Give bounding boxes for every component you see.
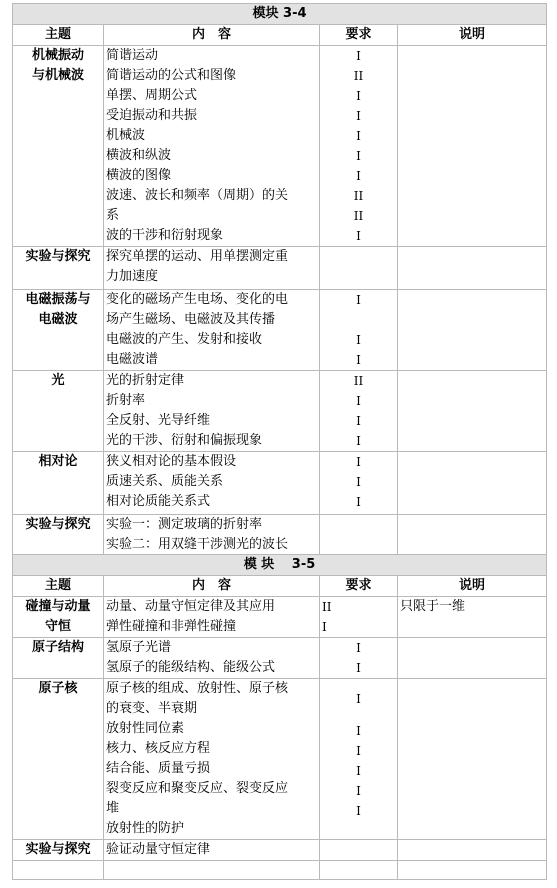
topic-cell bbox=[13, 247, 104, 290]
content-line: 氢原子的能级结构、能级公式 bbox=[106, 660, 276, 675]
empty-cell bbox=[13, 861, 104, 880]
topic-line: 光 bbox=[51, 373, 65, 388]
topic-line: 实验与探究 bbox=[25, 517, 91, 532]
content-line: 波速、波长和频率（周期）的关 bbox=[106, 188, 289, 203]
requirement-level: I bbox=[356, 109, 361, 123]
requirement-level: I bbox=[356, 129, 361, 143]
requirement-level: I bbox=[356, 333, 361, 347]
requirement-level: II bbox=[353, 374, 364, 388]
topic-line: 相对论 bbox=[38, 454, 78, 469]
content-line: 电磁波谱 bbox=[106, 352, 159, 367]
requirement-cell bbox=[320, 638, 398, 679]
content-line: 结合能、质量亏损 bbox=[106, 761, 211, 776]
requirement-cell bbox=[320, 452, 398, 515]
content-line: 光的折射定律 bbox=[106, 373, 185, 388]
content-cell bbox=[104, 515, 320, 556]
content-cell bbox=[104, 638, 320, 679]
requirement-level: I bbox=[356, 475, 361, 489]
topic-cell bbox=[13, 46, 104, 247]
requirement-cell bbox=[320, 371, 398, 452]
content-line: 波的干涉和衍射现象 bbox=[106, 228, 224, 243]
table-row bbox=[13, 247, 547, 290]
content-line: 电磁波的产生、发射和接收 bbox=[106, 332, 263, 347]
note-cell bbox=[398, 452, 547, 515]
topic-line: 与机械波 bbox=[31, 68, 84, 83]
module-3-5-table bbox=[12, 554, 547, 880]
content-line: 堆 bbox=[106, 801, 120, 816]
requirement-cell bbox=[320, 515, 398, 556]
requirement-level: I bbox=[356, 455, 361, 469]
topic-line: 机械振动 bbox=[31, 48, 84, 63]
topic-line: 电磁振荡与 bbox=[25, 292, 91, 307]
note-cell bbox=[398, 247, 547, 290]
requirement-level: I bbox=[356, 724, 361, 738]
requirement-level: I bbox=[356, 744, 361, 758]
empty-cell bbox=[398, 861, 547, 880]
content-cell bbox=[104, 371, 320, 452]
requirement-level: I bbox=[356, 692, 361, 706]
requirement-level: I bbox=[322, 620, 327, 634]
content-line: 实验一：测定玻璃的折射率 bbox=[106, 517, 263, 532]
requirement-level: I bbox=[356, 641, 361, 655]
module-title: 模块 3-4 bbox=[13, 4, 547, 25]
table-row bbox=[13, 46, 547, 247]
requirement-level: II bbox=[353, 189, 364, 203]
requirement-spacer bbox=[322, 310, 395, 330]
content-line: 动量、动量守恒定律及其应用 bbox=[106, 599, 276, 614]
requirement-level: I bbox=[356, 353, 361, 367]
requirement-level: I bbox=[356, 661, 361, 675]
note-cell bbox=[398, 290, 547, 371]
header-note: 说明 bbox=[398, 576, 547, 597]
content-line: 相对论质能关系式 bbox=[106, 494, 211, 509]
content-cell bbox=[104, 679, 320, 840]
topic-line: 实验与探究 bbox=[25, 842, 91, 857]
requirement-cell bbox=[320, 247, 398, 290]
content-line: 简谐运动 bbox=[106, 48, 159, 63]
topic-cell bbox=[13, 597, 104, 638]
note-cell bbox=[398, 515, 547, 556]
requirement-cell bbox=[320, 597, 398, 638]
requirement-level: I bbox=[356, 434, 361, 448]
topic-line: 原子核 bbox=[38, 681, 78, 696]
content-line: 变化的磁场产生电场、变化的电 bbox=[106, 292, 289, 307]
topic-cell bbox=[13, 515, 104, 556]
header-requirement: 要求 bbox=[320, 576, 398, 597]
topic-cell bbox=[13, 840, 104, 861]
content-line: 氢原子光谱 bbox=[106, 640, 172, 655]
content-line: 狭义相对论的基本假设 bbox=[106, 454, 237, 469]
content-cell bbox=[104, 290, 320, 371]
note-cell: 只限于一维 bbox=[398, 597, 547, 638]
table-row bbox=[13, 452, 547, 515]
requirement-cell bbox=[320, 840, 398, 861]
header-content: 内 容 bbox=[104, 25, 320, 46]
note-cell bbox=[398, 679, 547, 840]
header-content: 内 容 bbox=[104, 576, 320, 597]
requirement-level: I bbox=[356, 394, 361, 408]
content-line: 系 bbox=[106, 208, 120, 223]
content-line: 单摆、周期公式 bbox=[106, 88, 198, 103]
table-row bbox=[13, 638, 547, 679]
note-cell bbox=[398, 840, 547, 861]
note-cell bbox=[398, 638, 547, 679]
table-row bbox=[13, 290, 547, 371]
content-line: 横波和纵波 bbox=[106, 148, 172, 163]
content-cell bbox=[104, 46, 320, 247]
requirement-cell bbox=[320, 679, 398, 840]
content-line: 弹性碰撞和非弹性碰撞 bbox=[106, 619, 237, 634]
requirement-level: I bbox=[356, 764, 361, 778]
topic-line: 原子结构 bbox=[31, 640, 84, 655]
requirement-level: I bbox=[356, 784, 361, 798]
requirement-level: I bbox=[356, 169, 361, 183]
topic-line: 守恒 bbox=[44, 619, 71, 634]
requirement-level: I bbox=[356, 149, 361, 163]
requirement-level: I bbox=[356, 229, 361, 243]
content-line: 放射性的防护 bbox=[106, 821, 185, 836]
content-line: 放射性同位素 bbox=[106, 721, 185, 736]
module-3-4-table bbox=[12, 3, 547, 556]
note-cell bbox=[398, 46, 547, 247]
table-row bbox=[13, 371, 547, 452]
content-line: 简谐运动的公式和图像 bbox=[106, 68, 237, 83]
content-line: 探究单摆的运动、用单摆测定重 bbox=[106, 249, 289, 264]
content-line: 的衰变、半衰期 bbox=[106, 701, 198, 716]
requirement-level: I bbox=[356, 804, 361, 818]
content-line: 全反射、光导纤维 bbox=[106, 413, 211, 428]
topic-cell bbox=[13, 638, 104, 679]
header-note: 说明 bbox=[398, 25, 547, 46]
topic-line: 电磁波 bbox=[38, 312, 78, 327]
content-line: 机械波 bbox=[106, 128, 146, 143]
table-row bbox=[13, 515, 547, 556]
header-topic: 主题 bbox=[13, 25, 104, 46]
requirement-level: II bbox=[353, 209, 364, 223]
content-line: 原子核的组成、放射性、原子核 bbox=[106, 681, 289, 696]
table-row bbox=[13, 840, 547, 861]
content-line: 力加速度 bbox=[106, 269, 159, 284]
topic-line: 实验与探究 bbox=[25, 249, 91, 264]
empty-cell bbox=[320, 861, 398, 880]
content-line: 验证动量守恒定律 bbox=[106, 842, 211, 857]
requirement-level: II bbox=[322, 600, 332, 614]
requirement-level: I bbox=[356, 495, 361, 509]
topic-cell bbox=[13, 679, 104, 840]
topic-cell bbox=[13, 371, 104, 452]
requirement-level: I bbox=[356, 414, 361, 428]
content-line: 受迫振动和共振 bbox=[106, 108, 198, 123]
requirement-level: I bbox=[356, 293, 361, 307]
content-line: 核力、核反应方程 bbox=[106, 741, 211, 756]
topic-line: 碰撞与动量 bbox=[25, 599, 91, 614]
requirement-level: II bbox=[353, 69, 364, 83]
content-cell bbox=[104, 597, 320, 638]
table-row bbox=[13, 679, 547, 840]
requirement-cell bbox=[320, 46, 398, 247]
header-requirement: 要求 bbox=[320, 25, 398, 46]
module-title: 模 块 3-5 bbox=[13, 555, 547, 576]
note-cell bbox=[398, 371, 547, 452]
table-row bbox=[13, 597, 547, 638]
content-cell bbox=[104, 840, 320, 861]
requirement-cell bbox=[320, 290, 398, 371]
content-line: 横波的图像 bbox=[106, 168, 172, 183]
requirement-level: I bbox=[356, 89, 361, 103]
content-cell bbox=[104, 247, 320, 290]
content-line: 质速关系、质能关系 bbox=[106, 474, 224, 489]
content-line: 裂变反应和聚变反应、裂变反应 bbox=[106, 781, 289, 796]
empty-cell bbox=[104, 861, 320, 880]
content-cell bbox=[104, 452, 320, 515]
header-topic: 主题 bbox=[13, 576, 104, 597]
content-line: 光的干涉、衍射和偏振现象 bbox=[106, 433, 263, 448]
content-line: 场产生磁场、电磁波及其传播 bbox=[106, 312, 276, 327]
requirement-level: I bbox=[356, 49, 361, 63]
table-row bbox=[13, 861, 547, 880]
content-line: 折射率 bbox=[106, 393, 146, 408]
topic-cell bbox=[13, 452, 104, 515]
topic-cell bbox=[13, 290, 104, 371]
content-line: 实验二：用双缝干涉测光的波长 bbox=[106, 537, 289, 552]
